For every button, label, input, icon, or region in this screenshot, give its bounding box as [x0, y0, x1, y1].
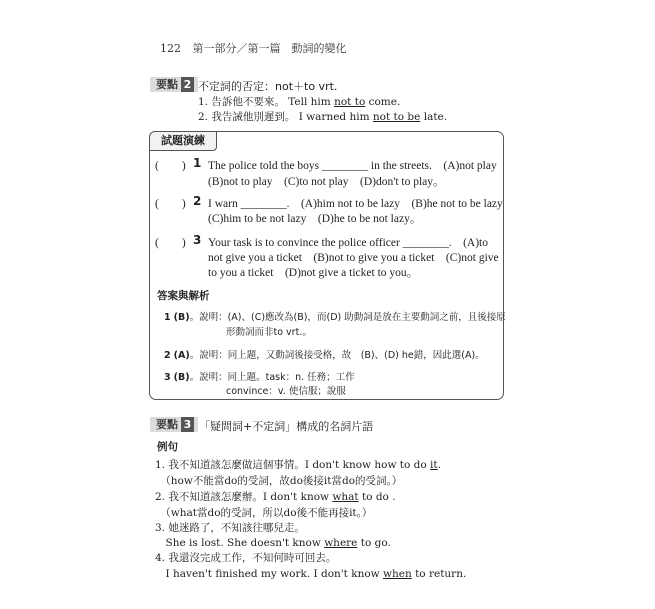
question-number-3: 3 — [193, 233, 202, 247]
key-point-number: 3 — [181, 417, 194, 432]
key-point-2-badge — [150, 77, 198, 92]
answer-1 — [164, 309, 506, 323]
example-text: . — [437, 459, 441, 471]
question-3-line-3: to you a ticket (D)not give a ticket to you。 — [208, 267, 419, 279]
example-text: 2. 我告誡他別遲到。 I warned him — [198, 111, 373, 123]
example-text: （what當do的受詞，所以do後不能再接it。） — [155, 507, 373, 519]
answer-blank-2[interactable]: ( ) — [155, 198, 186, 210]
example-line-4 — [155, 505, 372, 520]
key-point-3-title: 「疑問詞+不定詞」構成的名詞片語 — [199, 420, 374, 433]
answer-3-line-2: convince：v. 使信服；說服 — [226, 386, 346, 397]
example-text: I haven't finished my work. I don't know — [155, 568, 384, 580]
key-point-number: 2 — [181, 77, 194, 92]
key-point-2-example-2 — [198, 109, 447, 124]
answer-blank-1[interactable]: ( ) — [155, 160, 186, 172]
question-2-line-1: I warn ________. (A)him not to be lazy (B)he not to be lazy — [208, 198, 503, 210]
answer-explanation: 。說明：同上題。task：n. 任務；工作 — [189, 372, 355, 383]
question-number-1: 1 — [193, 156, 202, 170]
answer-3 — [164, 369, 355, 383]
answer-choice: (A) — [173, 350, 190, 361]
answer-number: 1 — [164, 312, 171, 323]
example-line-8 — [155, 566, 466, 581]
example-text: 1. 告訴他不要來。 Tell him — [198, 96, 335, 108]
example-text: （how不能當do的受詞，故do後接it當do的受詞。） — [155, 475, 403, 487]
answer-choice: (B) — [173, 372, 190, 383]
answer-number: 2 — [164, 350, 171, 361]
example-line-2 — [155, 473, 402, 488]
answer-blank-3[interactable]: ( ) — [155, 237, 186, 249]
example-underlined: what — [332, 491, 359, 503]
answer-explanation: 。說明：(A)、(C)應改為(B)，而(D) 助動詞是放在主要動詞之前，且後接原 — [189, 312, 506, 323]
example-text: late. — [420, 111, 448, 123]
key-point-label: 要點 — [156, 418, 178, 431]
example-text: 3. 她迷路了，不知該往哪兒走。 — [155, 522, 305, 534]
page-number: 122 — [160, 42, 181, 55]
question-number-2: 2 — [193, 194, 202, 208]
key-point-label: 要點 — [156, 78, 178, 91]
example-underlined: not to — [334, 96, 366, 108]
example-underlined: it — [430, 459, 438, 471]
answer-2 — [164, 347, 485, 361]
page-header-title: 第一部分／第一篇 動詞的變化 — [192, 42, 347, 55]
example-line-1 — [155, 457, 441, 472]
question-1-line-1: The police told the boys ________ in the streets. (A)not play — [208, 160, 497, 172]
question-3-line-2: not give you a ticket (B)not to give you a ticket (C)not give — [208, 252, 499, 264]
example-text: 4. 我還沒完成工作，不知何時可回去。 — [155, 552, 337, 564]
answer-number: 3 — [164, 372, 171, 383]
example-text: 2. 我不知道該怎麼辦。I don't know — [155, 491, 333, 503]
example-line-7 — [155, 550, 336, 565]
example-line-6 — [155, 535, 391, 550]
exercise-tab: 試題演練 — [149, 131, 217, 151]
example-text: to return. — [411, 568, 467, 580]
example-underlined: where — [324, 537, 358, 549]
example-text: to do . — [358, 491, 396, 503]
question-1-line-2: (B)not to play (C)to not play (D)don't to play。 — [208, 176, 445, 188]
question-3-line-1: Your task is to convince the police officer ________. (A)to — [208, 237, 488, 249]
example-text: 1. 我不知道該怎麼做這個事情。I don't know how to do — [155, 459, 431, 471]
key-point-3-badge — [150, 417, 198, 432]
answers-heading: 答案與解析 — [157, 290, 210, 302]
key-point-2-title: 不定詞的否定：not＋to vrt. — [198, 80, 338, 93]
answer-explanation: 。說明：同上題，又動詞後接受格，故 (B)、(D) he錯，因此選(A)。 — [189, 350, 485, 361]
key-point-2-example-1 — [198, 94, 400, 109]
example-underlined: when — [383, 568, 412, 580]
example-line-3 — [155, 489, 396, 504]
example-text: She is lost. She doesn't know — [155, 537, 325, 549]
page-header — [160, 40, 347, 56]
example-underlined: not to be — [372, 111, 421, 123]
example-text: to go. — [357, 537, 391, 549]
example-text: come. — [365, 96, 401, 108]
question-2-line-2: (C)him to be not lazy (D)he to be not lazy。 — [208, 213, 422, 225]
example-line-5 — [155, 520, 305, 535]
answer-choice: (B) — [173, 312, 190, 323]
answer-1-line-2: 形動詞而非to vrt.。 — [226, 327, 312, 338]
example-heading: 例句 — [157, 441, 178, 453]
